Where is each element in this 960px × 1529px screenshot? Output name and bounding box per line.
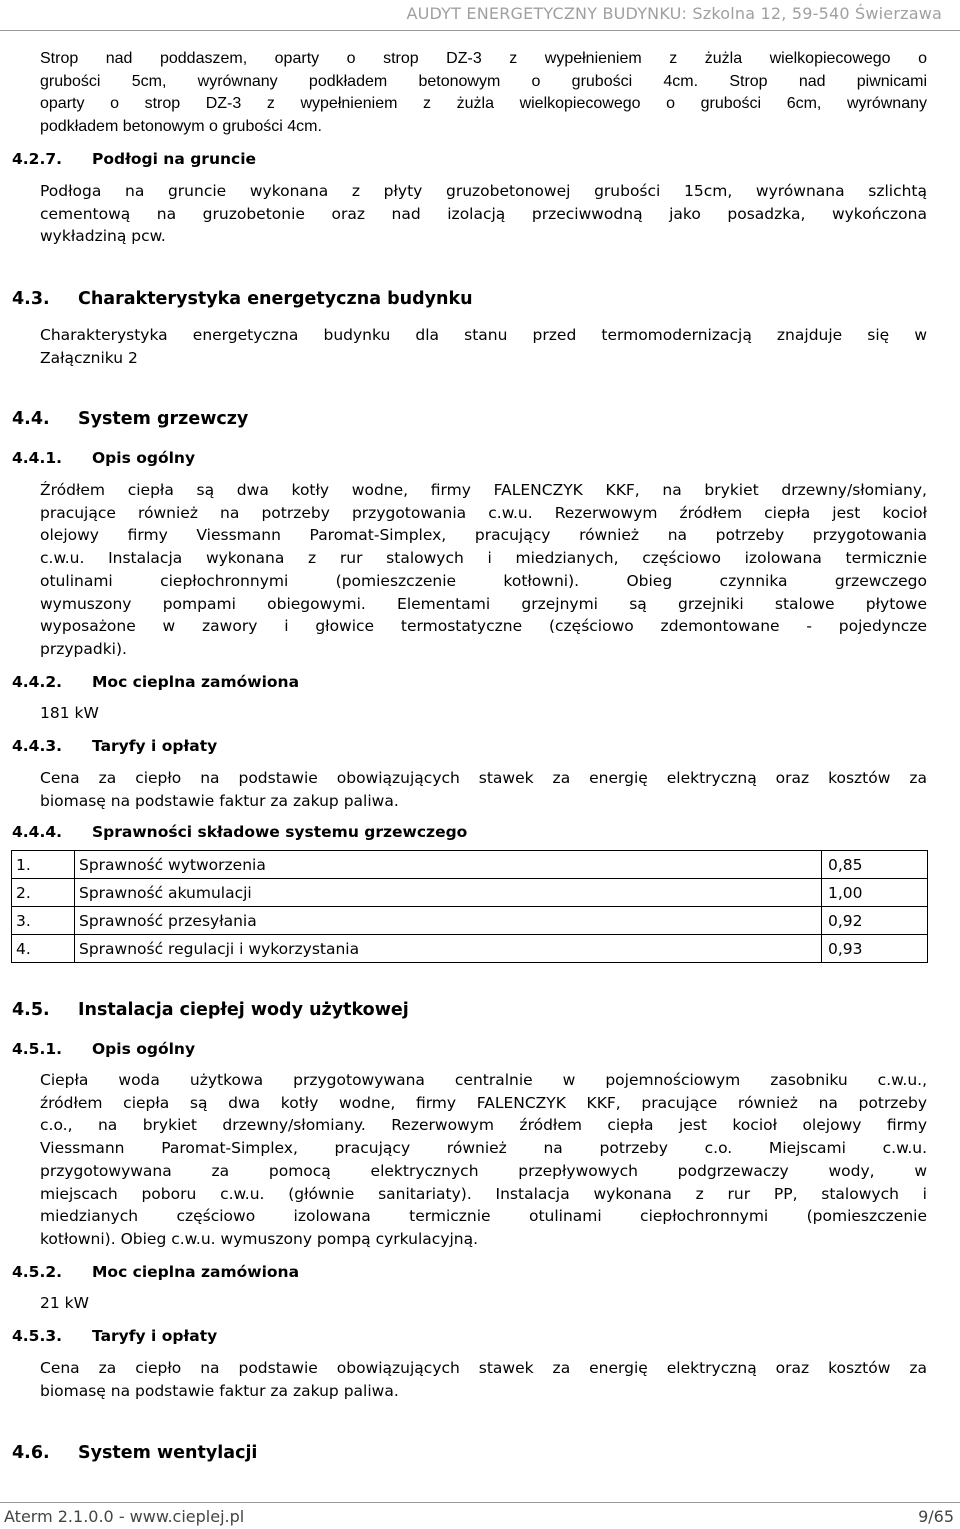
text-line: kotłowni). Obieg c.w.u. wymuszony pompą cyrkulacyjną. (40, 1229, 479, 1248)
section-heading-4-4-3 (12, 737, 217, 755)
page-header (0, 0, 960, 31)
page-footer (0, 1502, 960, 1529)
section-number: 4.6. (12, 1443, 50, 1463)
text-line: Charakterystyka energetyczna budynku dla stanu przed termomodernizacją znajduje się w (40, 326, 927, 344)
section-heading-4-5-3 (12, 1327, 217, 1345)
section-title: Taryfy i opłaty (92, 1327, 218, 1345)
section-heading-4-5-1 (12, 1040, 195, 1058)
row-name: Sprawność przesyłania (75, 907, 822, 935)
text-line: Strop nad poddaszem, oparty o strop DZ-3 z wypełnieniem z żużla wielkopiecowego o (40, 50, 927, 67)
row-value: 1,00 (822, 879, 928, 907)
text-line: biomasę na podstawie faktur za zakup paliwa. (40, 1381, 399, 1400)
section-title: Podłogi na gruncie (92, 150, 257, 168)
row-number: 2. (12, 879, 75, 907)
section-number: 4.5.3. (12, 1327, 63, 1345)
section-title: Moc cieplna zamówiona (92, 673, 300, 691)
section-4-5-1-text (40, 1069, 927, 1251)
section-title: Instalacja ciepłej wody użytkowej (78, 1000, 409, 1020)
text-line: Viessmann Paromat-Simplex, pracujący również na potrzeby c.o. Miejscami c.w.u. (40, 1139, 927, 1158)
section-number: 4.5.1. (12, 1040, 63, 1058)
section-4-4-1-text (40, 479, 927, 661)
text-line: Cena za ciepło na podstawie obowiązujących stawek za energię elektryczną oraz kosztów za (40, 769, 927, 787)
text-line: c.w.u. Instalacja wykonana z rur stalowych i miedzianych, częściowo izolowana termicznie (40, 549, 927, 568)
section-4-3-text (40, 324, 927, 369)
section-number: 4.2.7. (12, 150, 63, 168)
text-line: grubości 5cm, wyrównany podkładem betonowym o grubości 4cm. Strop nad piwnicami (40, 72, 927, 90)
section-title: Opis ogólny (92, 449, 196, 467)
section-heading-4-4-1 (12, 449, 195, 467)
section-number: 4.4.4. (12, 823, 63, 841)
table-row (12, 851, 928, 879)
text-line: przygotowywana za pomocą elektrycznych przepływowych podgrzewaczy wody, w (40, 1161, 927, 1180)
section-title: System wentylacji (78, 1443, 258, 1463)
section-title: Charakterystyka energetyczna budynku (78, 289, 473, 309)
section-heading-4-5 (12, 1000, 409, 1020)
text-line: cementową na gruzobetonie oraz nad izolacją przeciwwodną jako posadzka, wykończona (40, 204, 927, 223)
footer-software: Aterm 2.1.0.0 - www.cieplej.pl (4, 1507, 245, 1526)
efficiency-table (11, 850, 928, 963)
text-line: Cena za ciepło na podstawie obowiązujących stawek za energię elektryczną oraz kosztów za (40, 1359, 927, 1377)
text-line: miedzianych częściowo izolowana termicznie otulinami ciepłochronnymi (pomieszczenie (40, 1207, 927, 1226)
table-row (12, 907, 928, 935)
table-row (12, 935, 928, 963)
section-4-5-3-text (40, 1357, 927, 1402)
text-line: miejscach poboru c.w.u. (głównie sanitariaty). Instalacja wykonana z rur PP, stalowych i (40, 1184, 927, 1203)
section-number: 4.4. (12, 409, 50, 429)
section-number: 4.5.2. (12, 1263, 63, 1281)
header-title: AUDYT ENERGETYCZNY BUDYNKU: Szkolna 12, 59-540 Świerzawa (406, 4, 942, 23)
section-title: Taryfy i opłaty (92, 737, 218, 755)
ordered-power-value: 181 kW (40, 704, 99, 722)
ordered-power-value: 21 kW (40, 1294, 89, 1312)
section-number: 4.4.1. (12, 449, 63, 467)
row-number: 3. (12, 907, 75, 935)
row-name: Sprawność regulacji i wykorzystania (75, 935, 822, 963)
section-title: Moc cieplna zamówiona (92, 1263, 300, 1281)
section-number: 4.4.3. (12, 737, 63, 755)
text-line: Podłoga na gruncie wykonana z płyty gruzobetonowej grubości 15cm, wyrównana szlichtą (40, 182, 927, 200)
text-line: Źródłem ciepła są dwa kotły wodne, firmy FALENCZYK KKF, na brykiet drzewny/słomiany, (40, 481, 927, 499)
text-line: wyposażone w zawory i głowice termostatyczne (częściowo zdemontowane - pojedyncze (40, 617, 927, 636)
table-row (12, 879, 928, 907)
section-heading-4-3 (12, 289, 473, 309)
section-heading-4-6 (12, 1443, 257, 1463)
section-number: 4.3. (12, 289, 50, 309)
row-name: Sprawność wytworzenia (75, 851, 822, 879)
section-number: 4.4.2. (12, 673, 63, 691)
row-number: 4. (12, 935, 75, 963)
section-4-2-7-text (40, 180, 927, 248)
row-value: 0,92 (822, 907, 928, 935)
page-number: 9/65 (918, 1507, 954, 1526)
row-value: 0,93 (822, 935, 928, 963)
text-line: olejowy firmy Viessmann Paromat-Simplex, pracujący również na potrzeby przygotowania (40, 526, 927, 545)
section-title: Opis ogólny (92, 1040, 196, 1058)
section-heading-4-4 (12, 409, 248, 429)
section-title: System grzewczy (78, 409, 249, 429)
section-heading-4-2-7 (12, 150, 256, 168)
text-line: Załączniku 2 (40, 348, 138, 367)
text-line: wymuszony pompami obiegowymi. Elementami grzejnymi są grzejniki stalowe płytowe (40, 594, 927, 613)
section-4-4-3-text (40, 767, 927, 812)
section-heading-4-4-4 (12, 823, 467, 841)
section-heading-4-4-2 (12, 673, 299, 691)
section-heading-4-5-2 (12, 1263, 299, 1281)
text-line: podkładem betonowym o grubości 4cm. (40, 118, 322, 136)
text-line: wykładziną pcw. (40, 227, 166, 246)
text-line: oparty o strop DZ-3 z wypełnieniem z żużla wielkopiecowego o grubości 6cm, wyrównany (40, 95, 927, 113)
text-line: biomasę na podstawie faktur za zakup paliwa. (40, 791, 399, 810)
text-line: przypadki). (40, 639, 127, 658)
row-name: Sprawność akumulacji (75, 879, 822, 907)
text-line: źródłem ciepła są dwa kotły wodne, firmy FALENCZYK KKF, pracujące również na potrzeby (40, 1093, 927, 1112)
text-line: pracujące również na potrzeby przygotowania c.w.u. Rezerwowym źródłem ciepła jest kocioł (40, 503, 927, 522)
intro-paragraph (40, 48, 927, 139)
text-line: Ciepła woda użytkowa przygotowywana centralnie w pojemnościowym zasobniku c.w.u., (40, 1071, 927, 1089)
row-number: 1. (12, 851, 75, 879)
text-line: c.o., na brykiet drzewny/słomiany. Rezerwowym źródłem ciepła jest kocioł olejowy firmy (40, 1116, 927, 1135)
row-value: 0,85 (822, 851, 928, 879)
section-number: 4.5. (12, 1000, 50, 1020)
text-line: otulinami ciepłochronnymi (pomieszczenie kotłowni). Obieg czynnika grzewczego (40, 571, 927, 590)
section-title: Sprawności składowe systemu grzewczego (92, 823, 468, 841)
